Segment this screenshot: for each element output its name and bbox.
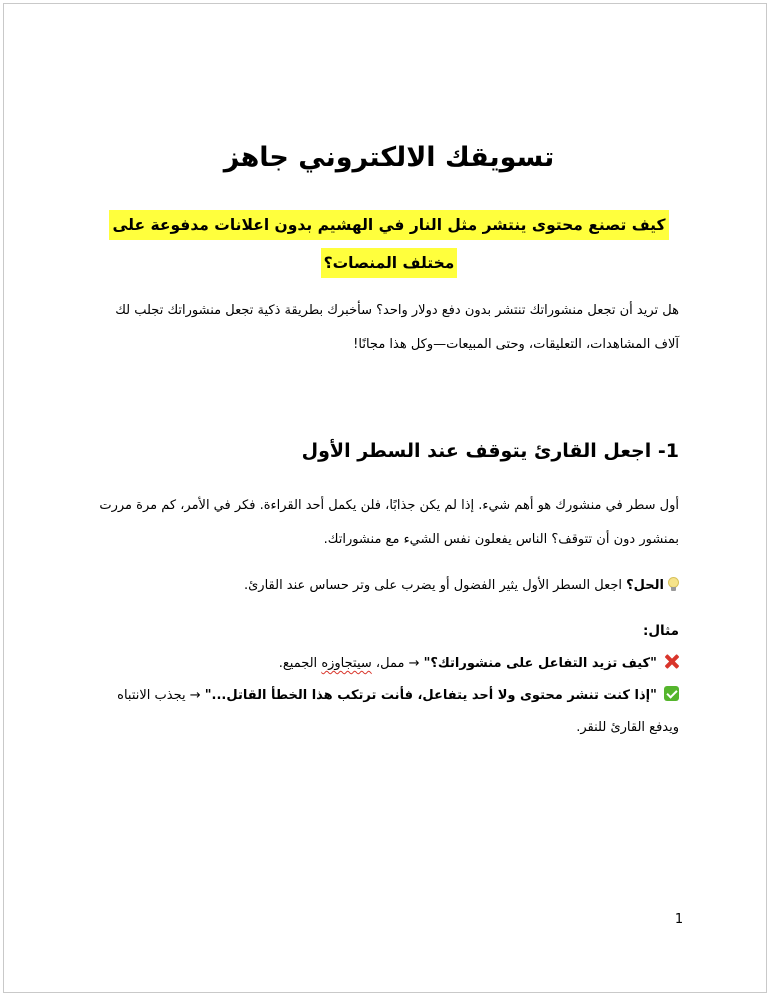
highlighted-subtitle: كيف تصنع محتوى ينتشر مثل النار في الهشيم بدون اعلانات مدفوعة على مختلف المنصات؟ [109,210,668,278]
bad-example [99,648,679,680]
section-heading: 1- اجعل القارئ يتوقف عند السطر الأول [301,440,679,462]
light-bulb-icon [668,577,679,592]
document-page [3,3,767,993]
tip-label: الحل؟ [626,578,664,593]
bad-example-comment-end: الجميع. [278,656,322,671]
example-label: مثال: [642,623,679,639]
good-example [99,680,679,744]
document-subtitle [99,206,679,282]
document-title: تسويقك الالكتروني جاهز [223,142,555,173]
tip-text: اجعل السطر الأول يثير الفضول أو يضرب على وتر حساس عند القارئ. [243,578,627,593]
bad-example-comment-start: → ممل، [371,656,424,671]
spelling-flagged-word[interactable]: سيتجاوزه [321,656,372,671]
example-list [99,648,679,744]
good-example-comment: → يجذب الانتباه ويدفع القارئ للنقر. [117,688,679,735]
check-mark-icon [664,686,679,701]
page-number: 1 [674,912,684,927]
tip-paragraph [99,569,679,603]
section-paragraph: أول سطر في منشورك هو أهم شيء. إذا لم يكن جذابًا، فلن يكمل أحد القراءة. فكر في الأمر، كم مرة مررت بمنشور دون أن تتوقف؟ الناس يفعلون نفس الشيء مع منشوراتك. [99,498,679,547]
cross-mark-icon [664,654,679,669]
good-example-quote: "إذا كنت تنشر محتوى ولا أحد يتفاعل، فأنت ترتكب هذا الخطأ القاتل..." [204,688,657,703]
intro-paragraph: هل تريد أن تجعل منشوراتك تنتشر بدون دفع دولار واحد؟ سأخبرك بطريقة ذكية تجعل منشوراتك تجلب لك آلاف المشاهدات، التعليقات، وحتى المبيعات—وكل هذا مجانًا! [115,303,679,352]
bad-example-quote: "كيف تزيد التفاعل على منشوراتك؟" [423,656,657,671]
